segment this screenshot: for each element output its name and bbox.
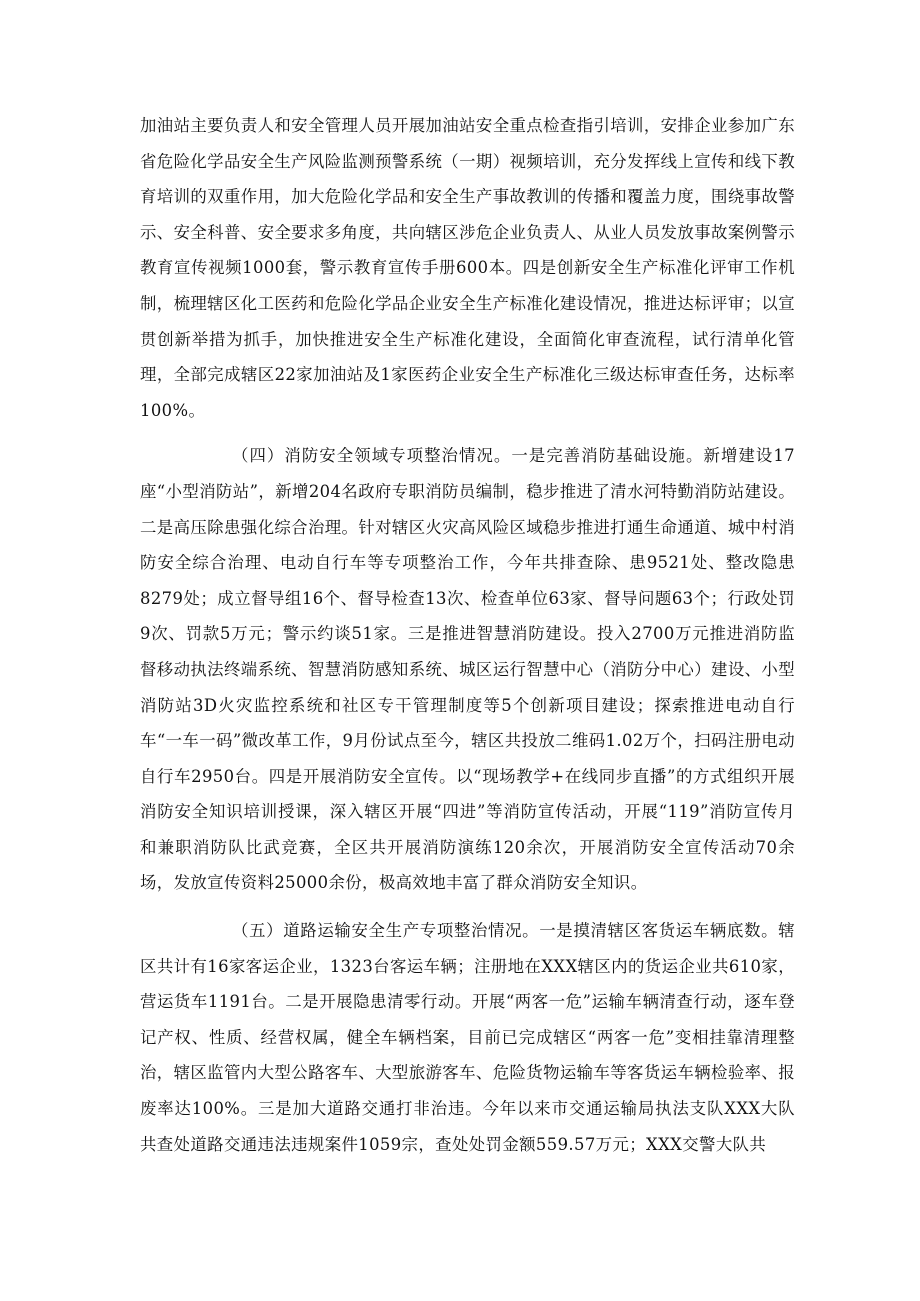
- paragraph-road-transport-rectification: （五）道路运输安全生产专项整治情况。一是摸清辖区客货运车辆底数。辖区共计有16家客运企业，1323台客运车辆；注册地在XXX辖区内的货运企业共610家，营运货车1191台。二是开展隐患清零行动。开展“两客一危”运输车辆清查行动，逐车登记产权、性质、经营权属，健全车辆档案，目前已完成辖区“两客一危”变相挂靠清理整治，辖区监管内大型公路客车、大型旅游客车、危险货物运输车等客货运车辆检验率、报废率达100%。三是加大道路交通打非治违。今年以来市交通运输局执法支队XXX大队共查处道路交通违法违规案件1059宗，查处处罚金额559.57万元；XXX交警大队共: [140, 921, 795, 1154]
- paragraph-hazardous-chemicals-continued: 加油站主要负责人和安全管理人员开展加油站安全重点检查指引培训，安排企业参加广东省危险化学品安全生产风险监测预警系统（一期）视频培训，充分发挥线上宣传和线下教育培训的双重作用，加大危险化学品和安全生产事故教训的传播和覆盖力度，围绕事故警示、安全科普、安全要求多角度，共向辖区涉危企业负责人、从业人员发放事故案例警示教育宣传视频1000套，警示教育宣传手册600本。四是创新安全生产标准化评审工作机制，梳理辖区化工医药和危险化学品企业安全生产标准化建设情况，推进达标评审；以宣贯创新举措为抓手，加快推进安全生产标准化建设，全面简化审查流程，试行清单化管理，全部完成辖区22家加油站及1家医药企业安全生产标准化三级达标审查任务，达标率100%。: [140, 116, 795, 420]
- paragraph-fire-safety-rectification: （四）消防安全领域专项整治情况。一是完善消防基础设施。新增建设17座“小型消防站”，新增204名政府专职消防员编制，稳步推进了清水河特勤消防站建设。二是高压除患强化综合治理。针对辖区火灾高风险区域稳步推进打通生命通道、城中村消防安全综合治理、电动自行车等专项整治工作，今年共排查除、患9521处、整改隐患8279处；成立督导组16个、督导检查13次、检查单位63家、督导问题63个；行政处罚9次、罚款5万元；警示约谈51家。三是推进智慧消防建设。投入2700万元推进消防监督移动执法终端系统、智慧消防感知系统、城区运行智慧中心（消防分中心）建设、小型消防站3D火灾监控系统和社区专干管理制度等5个创新项目建设；探索推进电动自行车“一车一码”微改革工作，9月份试点至今，辖区共投放二维码1.02万个，扫码注册电动自行车2950台。四是开展消防安全宣传。以“现场教学+在线同步直播”的方式组织开展消防安全知识培训授课，深入辖区开展“四进”等消防宣传活动，开展“119”消防宣传月和兼职消防队比武竞赛，全区共开展消防演练120余次，开展消防安全宣传活动70余场，发放宣传资料25000余份，极高效地丰富了群众消防安全知识。: [140, 446, 795, 893]
- document-body: [140, 108, 795, 1162]
